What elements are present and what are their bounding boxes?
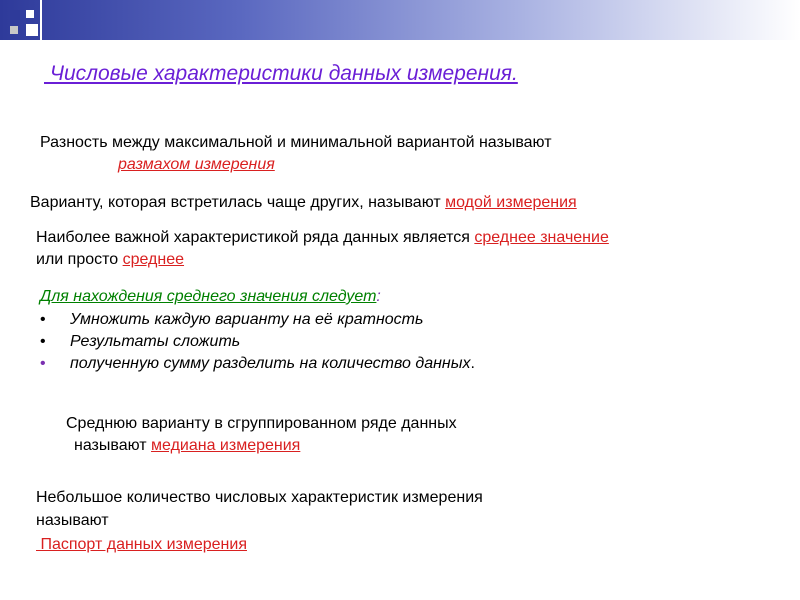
median-definition-line2 — [74, 436, 300, 456]
decor-line — [40, 0, 42, 56]
mode-text: Варианту, которая встретилась чаще других, называют — [30, 194, 446, 211]
mean-definition-line2 — [36, 250, 184, 270]
range-term: размахом измерения — [118, 156, 275, 173]
steps-heading-text: Для нахождения среднего значения следует — [40, 288, 377, 305]
median-text-2: называют — [74, 437, 152, 454]
mean-definition-line1 — [36, 228, 609, 248]
bullet-icon: • — [40, 333, 46, 350]
median-definition-line1 — [66, 414, 457, 434]
passport-definition-line1 — [36, 488, 483, 508]
list-item-text: полученную сумму разделить на количество данных — [70, 355, 471, 372]
mean-text-2: или просто — [36, 251, 123, 268]
range-term-line — [118, 155, 275, 175]
passport-term-line — [36, 535, 247, 555]
steps-colon: : — [376, 288, 381, 305]
passport-text: Небольшое количество числовых характеристик измерения — [36, 489, 483, 506]
slide-title: Числовые характеристики данных измерения. — [44, 62, 518, 85]
median-term: медиана измерения — [151, 437, 301, 454]
list-item-label: Умножить каждую варианту на её кратность — [70, 311, 424, 328]
header-banner — [0, 0, 800, 40]
bullet-icon: • — [40, 355, 46, 372]
list-item-label: Результаты сложить — [70, 333, 241, 350]
decor-square — [26, 24, 38, 36]
bullet-icon: • — [40, 311, 46, 328]
decor-square — [10, 26, 18, 34]
passport-definition-line2 — [36, 511, 109, 531]
mean-term-2: среднее — [122, 251, 185, 268]
mode-term: модой измерения — [445, 194, 577, 211]
mean-text: Наиболее важной характеристикой ряда данных является — [36, 229, 475, 246]
mean-term: среднее значение — [474, 229, 609, 246]
decor-square — [26, 10, 34, 18]
median-text: Среднюю варианту в сгруппированном ряде данных — [66, 415, 457, 432]
passport-text-2: называют — [36, 512, 109, 529]
range-text: Разность между максимальной и минимальной вариантой называют — [40, 134, 552, 151]
list-item-label — [70, 353, 475, 375]
steps-heading — [40, 287, 381, 307]
passport-term: Паспорт данных измерения — [36, 536, 247, 553]
list-item-suffix: . — [470, 355, 475, 372]
decor-square — [10, 10, 20, 20]
range-definition — [40, 133, 552, 153]
mode-definition — [30, 193, 577, 213]
